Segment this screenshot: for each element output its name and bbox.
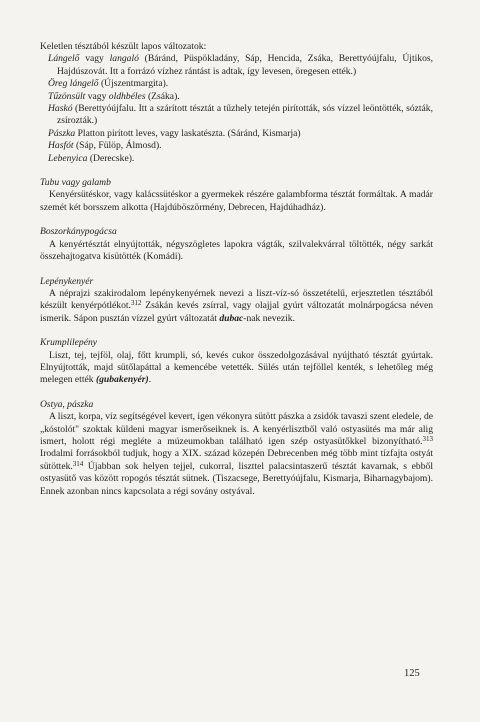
paragraph-text: Liszt, tej, tejföl, olaj, főtt krumpli, só, kevés cukor összedolgozásával nyújtható tésztát gyúrtak. Elnyújtották, majd sütőlapáttal a kemencébe vetették. Sülés után tejföllel kenték, s lehetőleg még melegen ették [40, 349, 433, 386]
section-title: Lepénykenyér [40, 275, 94, 287]
footnote-ref: 313 [422, 434, 433, 443]
paragraph-text: Irodalmi forrásokból tudjuk, hogy a XIX. század közepén Debrecenben még több mint tízfajta ostyát sütöttek. [40, 448, 433, 472]
variant-description: (Újszentmargita). [98, 78, 169, 90]
variant-description: (Sáp, Fülöp, Álmosd). [73, 140, 162, 152]
section-paragraph [40, 411, 433, 498]
paragraph-text: . [148, 374, 152, 386]
variant-item [40, 140, 433, 152]
page-number: 125 [404, 668, 420, 679]
section-ostya [40, 399, 433, 498]
variant-name-alt: lángelő [69, 78, 99, 90]
variant-connector: vagy [79, 53, 110, 65]
paragraph-text: A néprajzi szakirodalom lepénykenyérnek nevezi a liszt-víz-só összetételű, erjesztetlen tésztából készült kenyérpótlékot. [40, 287, 433, 312]
paragraph-text: Újabban sok helyen tejjel, cukorral, liszttel palacsintaszerű tésztát kavarnak, s ebből ostyasütő vas között ropogós tésztát sütnek. (Tiszacsege, Berettyóújfalu, Kismarja, Biharnagybajom). Ennek azonban nincs kapcsolata a régi sovány ostyával. [40, 460, 433, 497]
section-title: Ostya, pászka [40, 398, 94, 410]
intro-line: Keletlen tésztából készült lapos változatok: [40, 41, 207, 52]
variant-item [40, 128, 433, 140]
variant-name: Hasfót [48, 140, 74, 152]
section-title: Krumplilepény [40, 337, 98, 349]
variant-description: (Derecske). [87, 152, 135, 164]
variant-name: Lángelő [48, 53, 80, 65]
section-paragraph: A kenyértésztát elnyújtották, négyszögletes lapokra vágták, szilvalekvárral töltötték, négy sarkát összehajtogatva kisütötték (Komádi). [40, 238, 433, 263]
section-paragraph [40, 288, 433, 325]
italic-term: dubac [219, 312, 244, 324]
section-krumplilepeny [40, 337, 433, 387]
section-boszorkanypogacsa [40, 226, 433, 263]
document-body [40, 41, 433, 498]
footnote-ref: 312 [130, 299, 142, 308]
variant-item [40, 153, 433, 165]
variant-item [40, 91, 433, 103]
footnote-ref: 314 [72, 459, 84, 468]
variant-name: Lebenyica [48, 152, 88, 164]
paragraph-text: -nak nevezik. [243, 312, 295, 324]
variant-name: Haskó [48, 103, 73, 115]
section-title: Boszorkánypogácsa [40, 226, 117, 238]
variant-description: Platton pirított leves, vagy laskatészta. (Sáránd, Kismarja) [75, 127, 301, 139]
paragraph-text: A liszt, korpa, víz segítségével kevert, igen vékonyra sütött pászka a zsidók tavaszi szent eledele, de „kóstolót" szoktak küldeni magyar ismerőseiknek is. A kenyérlisztből való ostyasütés ma már alig ismert, holott régi megléte a múzeumokban található igen szép ostyasütőkkel bizonyítható. [40, 411, 433, 447]
variant-name: Tűzönsült [48, 90, 86, 102]
variant-item [40, 53, 433, 78]
variant-name: Öreg [48, 78, 68, 90]
variant-description: (Zsáka). [145, 90, 180, 102]
section-title: Tubu vagy galamb [40, 177, 111, 189]
variant-connector: vagy [85, 90, 109, 102]
italic-term: (gubakenyér) [95, 374, 149, 386]
section-tubu [40, 177, 433, 214]
section-paragraph: Kenyérsütéskor, vagy kalácssütéskor a gyermekek részére galambforma tésztát formáltak. A madár szemét két borsszem alkotta (Hajdúböszörmény, Debrecen, Hajdúhadház). [40, 189, 433, 213]
variant-item [40, 103, 433, 128]
variant-name-alt: langaló [109, 53, 139, 65]
section-paragraph [40, 350, 433, 387]
variant-description: (Berettyóújfalu. Itt a szárított tésztát a tűzhely tetején pirították, sós vízzel leöntötték, sózták, zsírozták.) [57, 103, 433, 127]
variant-name: Pászka [48, 127, 76, 139]
variant-list [40, 53, 433, 165]
variant-description: (Báránd, Püspökladány, Sáp, Hencida, Zsáka, Berettyóújfalu, Újtikos, Hajdúszovát. Itt a forrázó vízhez rántást is adtak, így levesen, öregesen ették.) [57, 53, 433, 77]
section-lepenykenyer [40, 276, 433, 326]
paragraph-text: Zsákán kevés zsírral, vagy olajjal gyúrt változatát molnárpogácsa néven ismerik. Sápon pusztán vízzel gyúrt változatát [40, 300, 433, 324]
variant-item [40, 78, 433, 90]
variant-name-alt: oldhbéles [108, 90, 146, 102]
